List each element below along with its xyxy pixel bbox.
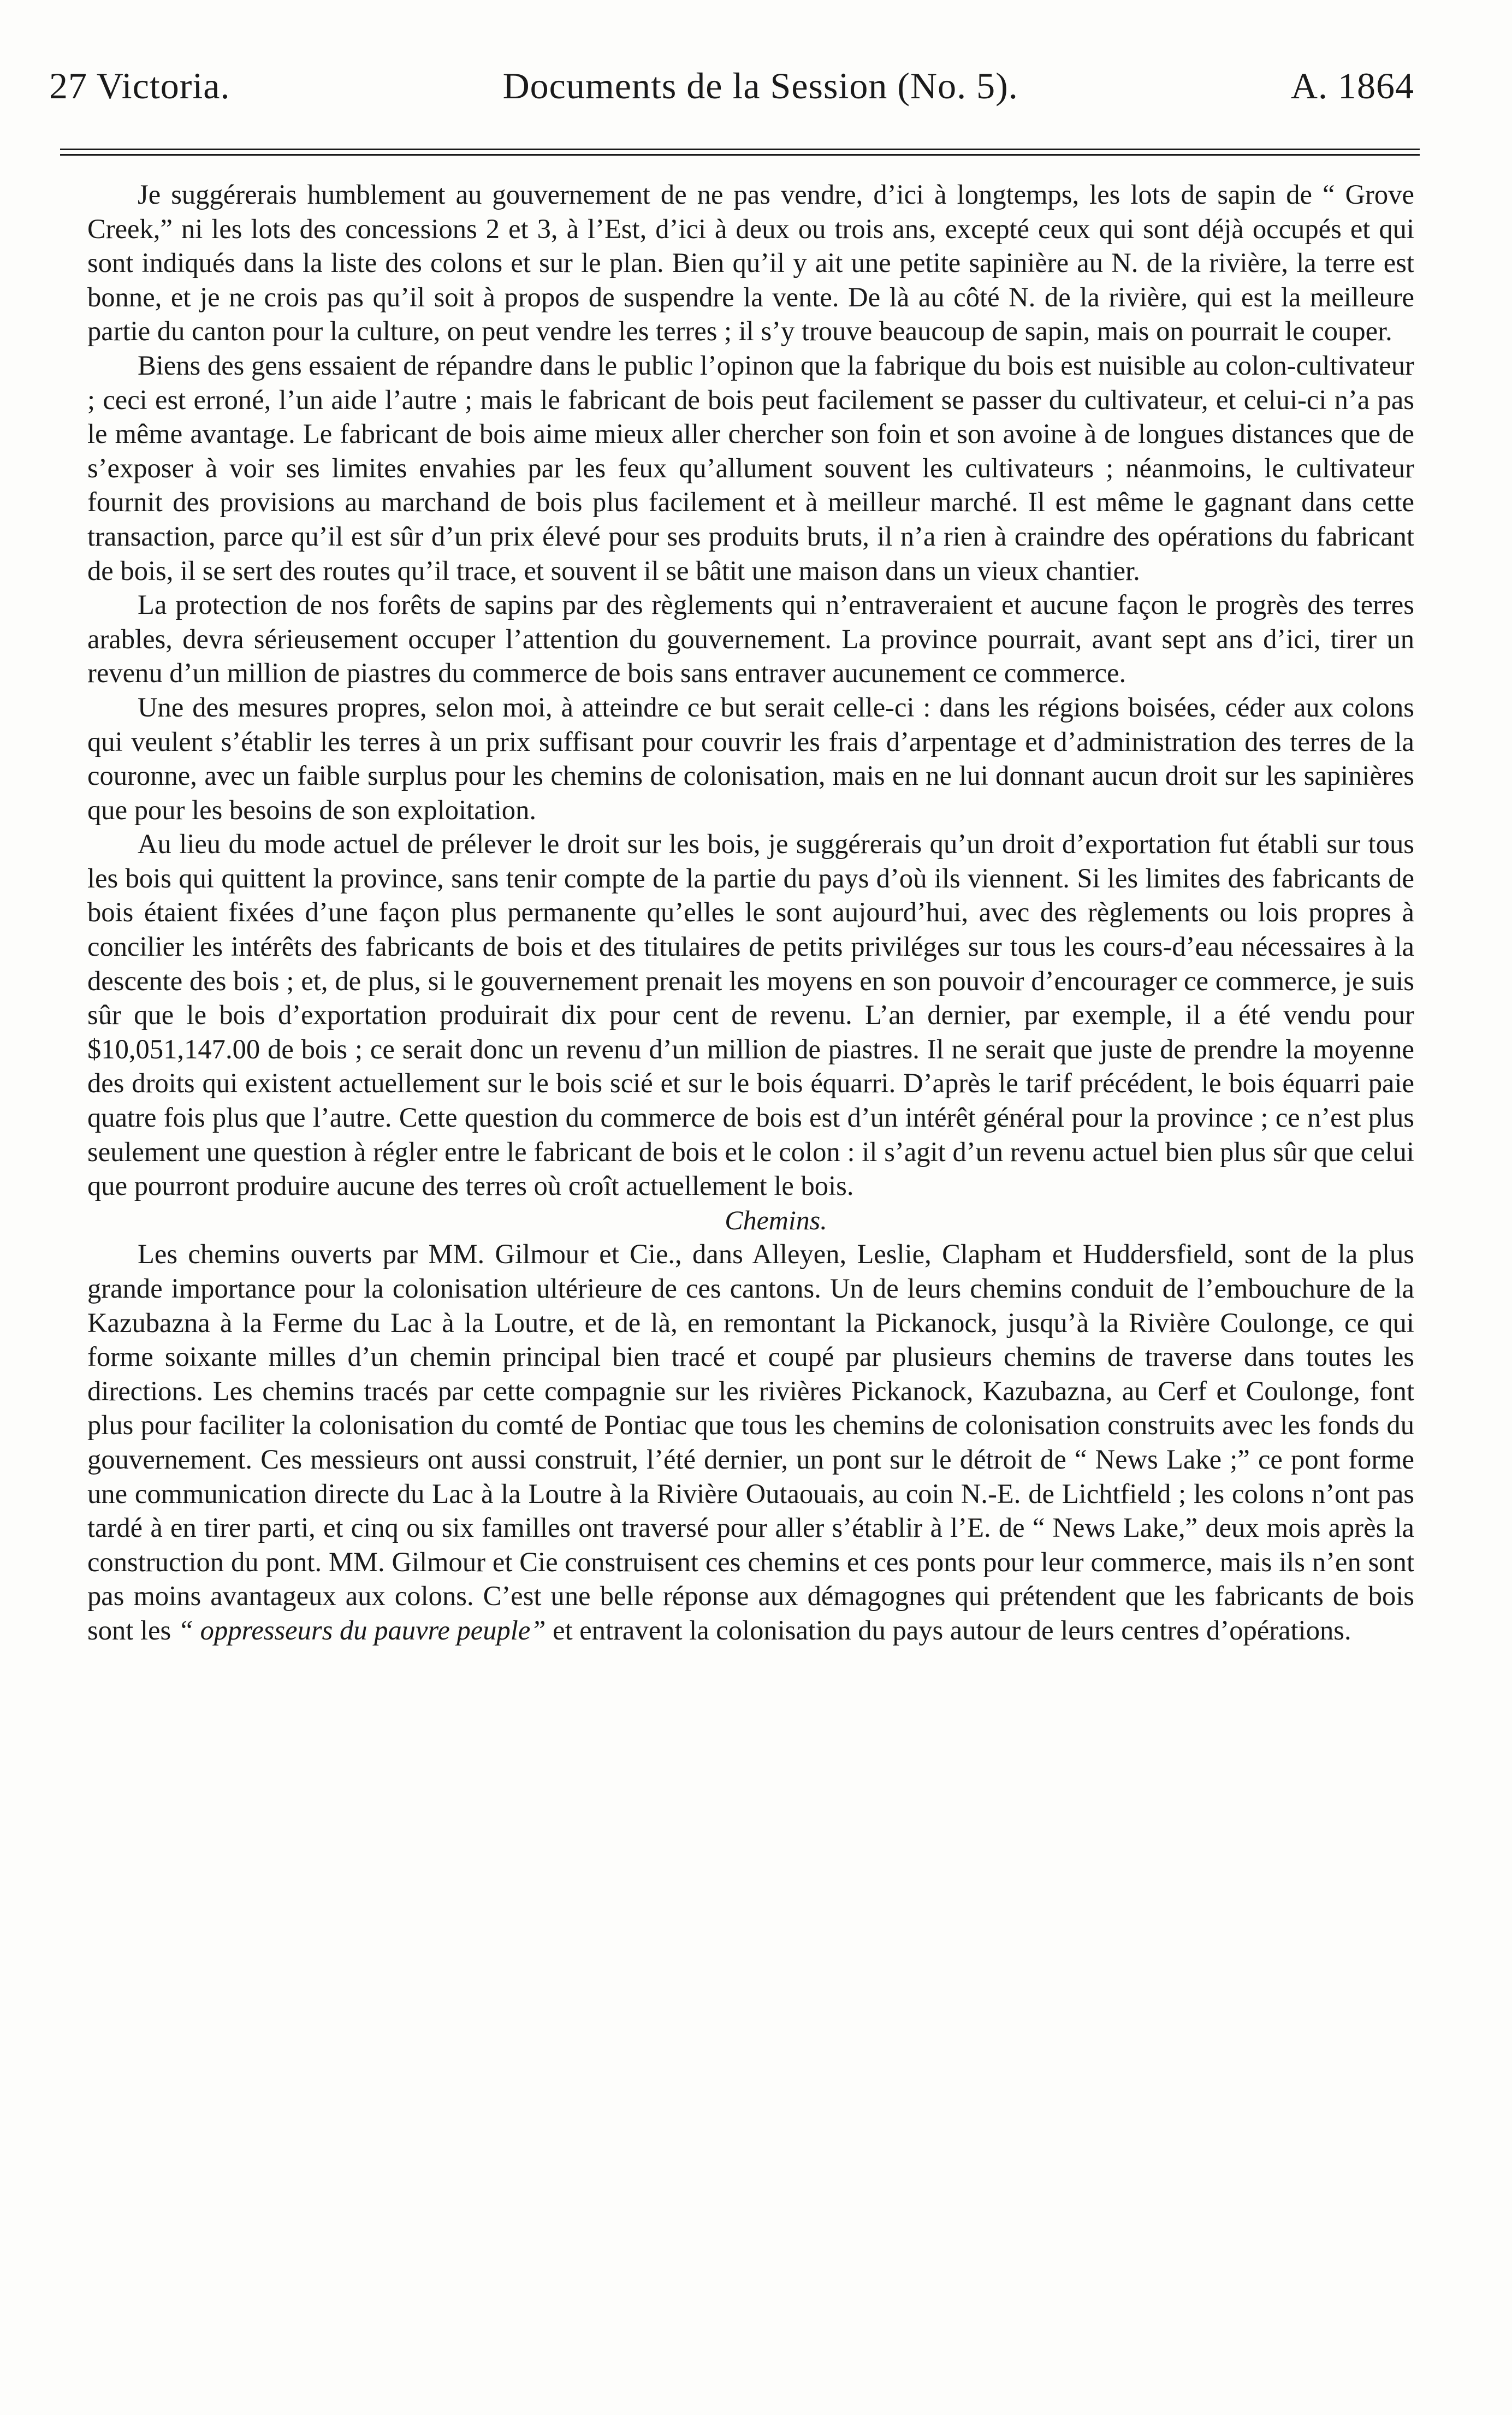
paragraph-3: La protection de nos forêts de sapins par des règlements qui n’entraveraient et aucune façon le progrès des terres arables, devra sérieusement occuper l’attention du gouvernement. La province pourrait, avant sept ans d’ici, tirer un revenu d’un million de piastres du commerce de bois sans entraver aucunement ce commerce. xyxy=(87,589,1414,689)
paragraph-6-italic-quote: “ oppresseurs du pauvre peuple” xyxy=(177,1614,546,1645)
section-heading: Chemins. xyxy=(725,1204,827,1235)
paragraph-5: Au lieu du mode actuel de prélever le droit sur les bois, je suggérerais qu’un droit d’exportation fut établi sur tous les bois qui quittent la province, sans tenir compte de la partie du pays d’où ils viennent. Si les limites des fabricants de bois étaient fixées d’une façon plus permanente qu’elles le sont aujourd’hui, avec des règlements ou lois propres à concilier les intérêts des fabricants de bois et des titulaires de petits priviléges sur tous les cours-d’eau nécessaires à la descente des bois ; et, de plus, si le gouvernement prenait les moyens en son pouvoir d’encourager ce commerce, je suis sûr que le bois d’exportation produirait dix pour cent de revenu. L’an dernier, par exemple, il a été vendu pour $10,051,147.00 de bois ; ce serait donc un revenu d’un million de piastres. Il ne serait que juste de prendre la moyenne des droits qui existent actuellement sur le bois scié et sur le bois équarri. D’après le tarif précédent, le bois équarri paie quatre fois plus que l’autre. Cette question du commerce de bois est d’un intérêt général pour la province ; ce n’est plus seulement une question à régler entre le fabricant de bois et le colon : il s’agit d’un revenu actuel bien plus sûr que celui que pourront produire aucune des terres où croît actuellement le bois. xyxy=(87,828,1414,1201)
paragraph-6 xyxy=(87,1237,1414,1647)
header-volume: 27 Victoria. xyxy=(49,65,230,106)
header-title: Documents de la Session (No. 5). xyxy=(502,65,1018,106)
paragraph-4: Une des mesures propres, selon moi, à atteindre ce but serait celle-ci : dans les régions boisées, céder aux colons qui veulent s’établir les terres à un prix suffisant pour couvrir les frais d’arpentage et d’administration des terres de la couronne, avec un faible surplus pour les chemins de colonisation, mais en ne lui donnant aucun droit sur les sapinières que pour les besoins de son exploitation. xyxy=(87,691,1414,825)
page-header xyxy=(49,64,1414,114)
paragraph-1: Je suggérerais humblement au gouvernement de ne pas vendre, d’ici à longtemps, les lots de sapin de “ Grove Creek,” ni les lots des concessions 2 et 3, à l’Est, d’ici à deux ou trois ans, excepté ceux qui sont déjà occupés et qui sont indiqués dans la liste des colons et sur le plan. Bien qu’il y ait une petite sapinière au N. de la rivière, la terre est bonne, et je ne crois pas qu’il soit à propos de suspendre la vente. De là au côté N. de la rivière, qui est la meilleure partie du canton pour la culture, on peut vendre les terres ; il s’y trouve beaucoup de sapin, mais on pourrait le couper. xyxy=(87,179,1414,347)
paragraph-2: Biens des gens essaient de répandre dans le public l’opinon que la fabrique du bois est nuisible au colon-cultivateur ; ceci est erroné, l’un aide l’autre ; mais le fabricant de bois peut facilement se passer du cultivateur, et celui-ci n’a pas le même avantage. Le fabricant de bois aime mieux aller chercher son foin et son avoine à de longues distances que de s’exposer à voir ses limites envahies par les feux qu’allument souvent les cultivateurs ; néanmoins, le cultivateur fournit des provisions au marchand de bois plus facilement et à meilleur marché. Il est même le gagnant dans cette transaction, parce qu’il est sûr d’un prix élevé pour ses produits bruts, il n’a rien à craindre des opérations du fabricant de bois, il se sert des routes qu’il trace, et souvent il se bâtit une maison dans un vieux chantier. xyxy=(87,350,1414,586)
paragraph-6-text: Les chemins ouverts par MM. Gilmour et Cie., dans Alleyen, Leslie, Clapham et Huddersfield, sont de la plus grande importance pour la colonisation ultérieure de ces cantons. Un de leurs chemins conduit de l’embouchure de la Kazubazna à la Ferme du Lac à la Loutre, et de là, en remontant la Pickanock, jusqu’à la Rivière Coulonge, ce qui forme soixante milles d’un chemin principal bien tracé et coupé par plusieurs chemins de traverse dans toutes les directions. Les chemins tracés par cette compagnie sur les rivières Pickanock, Kazubazna, au Cerf et Coulonge, font plus pour faciliter la colonisation du comté de Pontiac que tous les chemins de colonisation construits avec les fonds du gouvernement. Ces messieurs ont aussi construit, l’été dernier, un pont sur le détroit de “ News Lake ;” ce pont forme une communication directe du Lac à la Loutre à la Rivière Outaouais, au coin N.-E. de Lichtfield ; les colons n’ont pas tardé à en tirer parti, et cinq ou six familles ont traversé pour aller s’établir à l’E. de “ News Lake,” deux mois après la construction du pont. MM. Gilmour et Cie construisent ces chemins et ces ponts pour leur commerce, mais ils n’en sont pas moins avantageux aux colons. C’est une belle réponse aux démagognes qui prétendent que les fabricants de bois sont les xyxy=(87,1239,1414,1645)
document-body xyxy=(87,177,1414,1648)
header-year: A. 1864 xyxy=(1290,65,1414,106)
paragraph-6-tail: et entravent la colonisation du pays autour de leurs centres d’opérations. xyxy=(545,1614,1351,1645)
header-rule-bottom xyxy=(60,154,1420,156)
header-rule-top xyxy=(60,149,1420,150)
